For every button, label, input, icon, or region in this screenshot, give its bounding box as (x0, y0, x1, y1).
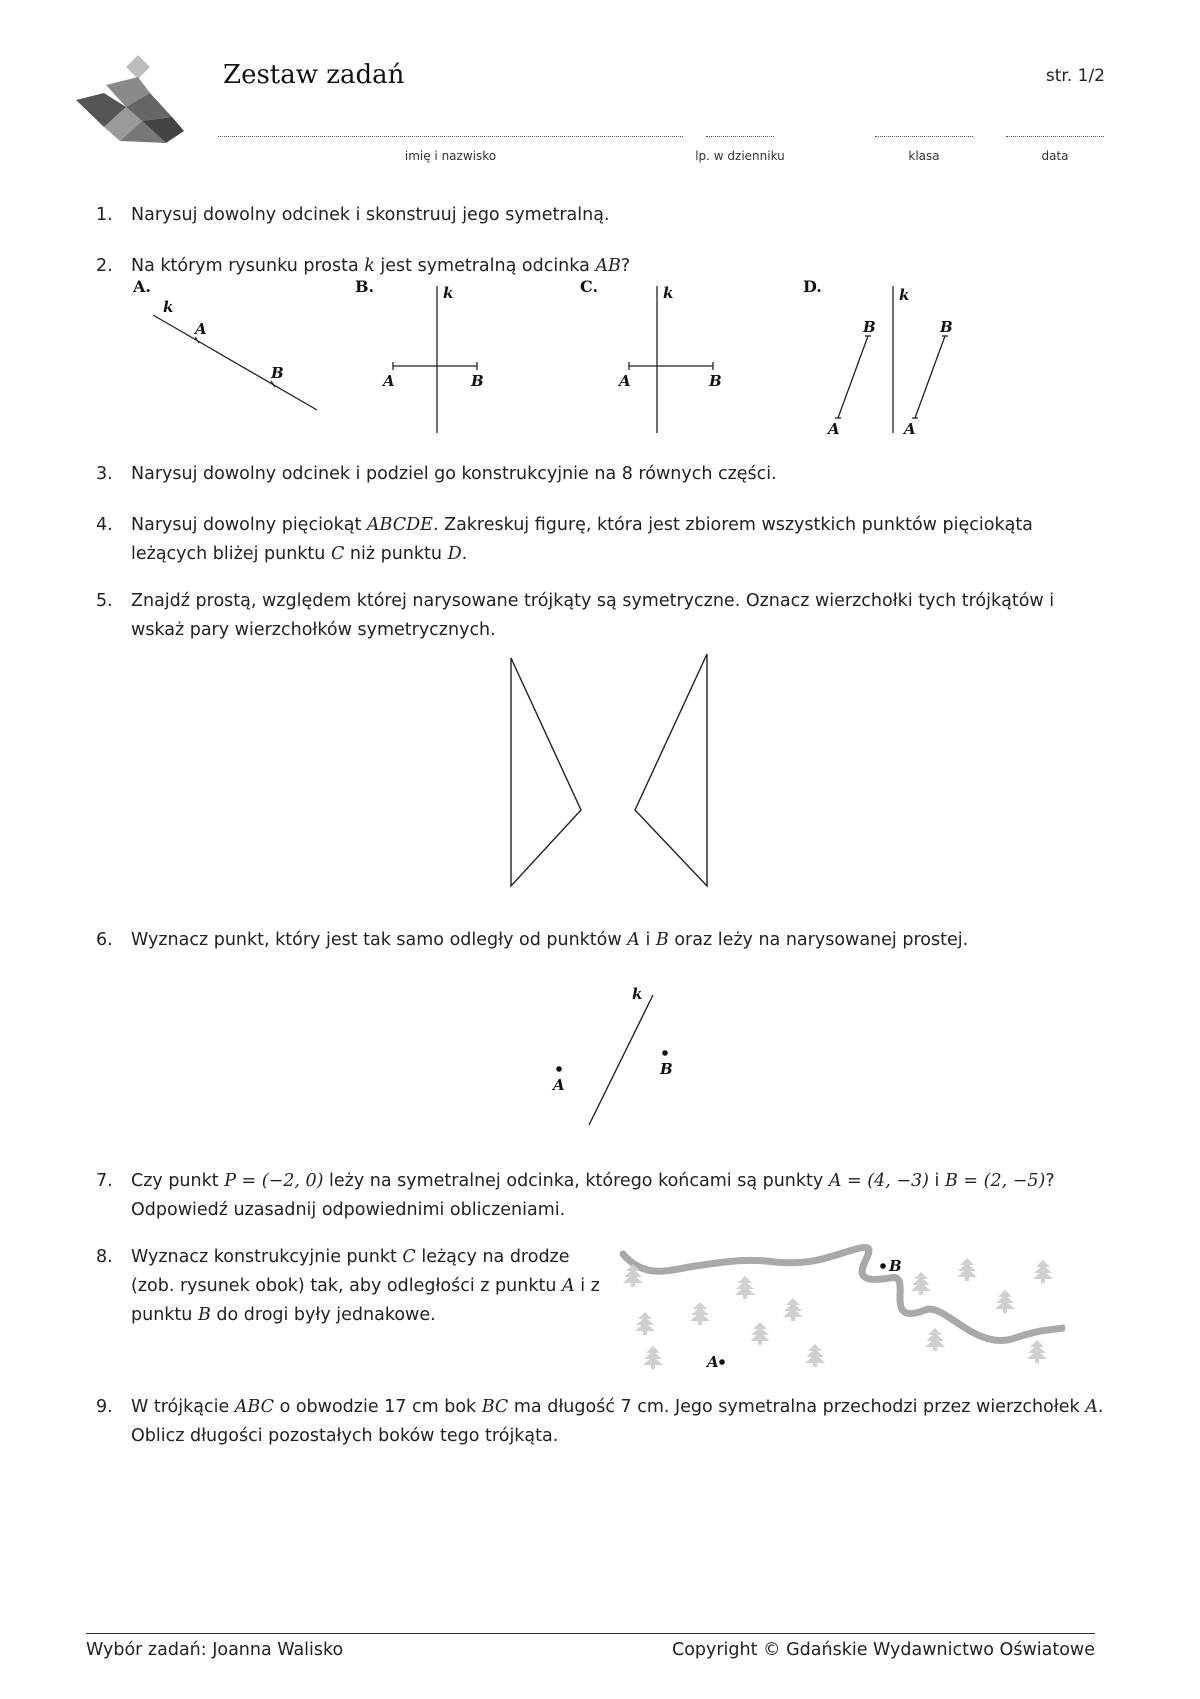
task-5-triangles (500, 650, 720, 900)
class-field-label: klasa (908, 149, 940, 163)
task-number: 4. (96, 515, 113, 535)
date-field-line[interactable] (1006, 136, 1104, 137)
task-2-figures (125, 278, 985, 438)
svg-text:A: A (904, 420, 916, 438)
task-text: Znajdź prostą, względem której narysowane trójkąty są symetryczne. Oznacz wierzchołki tych trójkątów i wskaż pary wierzchołków symetrycznych. (131, 591, 1055, 640)
task-number: 7. (96, 1171, 113, 1191)
figure-label-b: B. (355, 278, 375, 296)
task-text: Wyznacz konstrukcyjnie punkt C leżący na drodze (zob. rysunek obok) tak, aby odległości z punktu A i z punktu B do drogi były jednakowe. (131, 1247, 600, 1325)
svg-text:B: B (940, 318, 953, 336)
point-b (880, 1263, 886, 1269)
task-9 (96, 1393, 1106, 1453)
svg-text:k: k (899, 286, 910, 304)
svg-text:A: A (619, 372, 631, 390)
task-text: Czy punkt P = (−2, 0) leży na symetralnej odcinka, którego końcami są punkty A = (4, −3) i B = (2, −5)? Odpowiedź uzasadnij odpowiednimi obliczeniami. (131, 1171, 1055, 1220)
svg-text:k: k (632, 985, 643, 1003)
svg-text:A: A (707, 1353, 719, 1371)
task-5 (96, 587, 1106, 647)
journal-number-field-line[interactable] (706, 136, 774, 137)
task-number: 2. (96, 256, 113, 276)
figure-label-c: C. (580, 278, 599, 296)
svg-text:k: k (163, 298, 174, 316)
task-number: 8. (96, 1247, 113, 1267)
svg-text:B: B (471, 372, 484, 390)
figure-d (835, 286, 948, 433)
svg-text:A: A (553, 1076, 565, 1094)
task-number: 5. (96, 591, 113, 611)
figure-a (153, 315, 317, 410)
footer-divider (86, 1633, 1095, 1634)
task-6 (96, 926, 1106, 956)
task-text: Narysuj dowolny odcinek i skonstruuj jego symetralną. (131, 205, 610, 225)
task-text: W trójkącie ABC o obwodzie 17 cm bok BC ma długość 7 cm. Jego symetralna przechodzi przez wierzchołek A. Oblicz długości pozostałych boków tego trójkąta. (131, 1397, 1104, 1446)
page-number: str. 1/2 (1045, 66, 1105, 86)
left-triangle (511, 658, 581, 886)
task-text: Wyznacz punkt, który jest tak samo odległy od punktów A i B oraz leży na narysowanej prostej. (131, 930, 969, 950)
footer-copyright: Copyright © Gdańskie Wydawnictwo Oświatowe (671, 1640, 1095, 1660)
task-7 (96, 1167, 1106, 1227)
task-number: 1. (96, 205, 113, 225)
svg-text:B: B (271, 364, 284, 382)
task-3 (96, 460, 1106, 490)
date-field-label: data (1041, 149, 1069, 163)
task-text: Narysuj dowolny pięciokąt ABCDE. Zakreskuj figurę, która jest zbiorem wszystkich punktów pięciokąta leżących bliżej punktu C niż punktu D. (131, 515, 1033, 564)
name-field-label: imię i nazwisko (404, 149, 497, 163)
page-title: Zestaw zadań (223, 60, 405, 90)
svg-text:B: B (889, 1257, 902, 1275)
publisher-logo (76, 55, 186, 147)
forest-trees (623, 1258, 1053, 1369)
road (623, 1247, 1063, 1340)
task-1 (96, 201, 1106, 231)
svg-text:k: k (443, 284, 454, 302)
journal-number-field-label: lp. w dzienniku (695, 149, 785, 163)
task-text: Narysuj dowolny odcinek i podziel go konstrukcyjnie na 8 równych części. (131, 464, 777, 484)
task-number: 9. (96, 1397, 113, 1417)
svg-text:A: A (383, 372, 395, 390)
point-a (719, 1359, 725, 1365)
task-text: Na którym rysunku prosta k jest symetralną odcinka AB? (131, 256, 631, 276)
name-field-line[interactable] (218, 136, 683, 137)
right-triangle (635, 654, 707, 886)
class-field-line[interactable] (875, 136, 973, 137)
svg-text:A: A (195, 320, 207, 338)
footer-author: Wybór zadań: Joanna Walisko (86, 1640, 344, 1660)
svg-text:B: B (863, 318, 876, 336)
figure-label-a: A. (133, 278, 151, 296)
figure-label-d: D. (803, 278, 822, 296)
point-a (556, 1066, 562, 1072)
task-4 (96, 511, 1106, 571)
task-8-map (615, 1240, 1065, 1380)
svg-text:k: k (663, 284, 674, 302)
figure-b (393, 286, 477, 433)
task-number: 6. (96, 930, 113, 950)
task-number: 3. (96, 464, 113, 484)
figure-c (629, 286, 713, 433)
point-b (662, 1050, 668, 1056)
task-6-figure (540, 985, 690, 1130)
svg-text:B: B (660, 1060, 673, 1078)
task-8 (96, 1243, 616, 1333)
line-k (589, 995, 653, 1125)
svg-text:A: A (828, 420, 840, 438)
svg-text:B: B (709, 372, 722, 390)
